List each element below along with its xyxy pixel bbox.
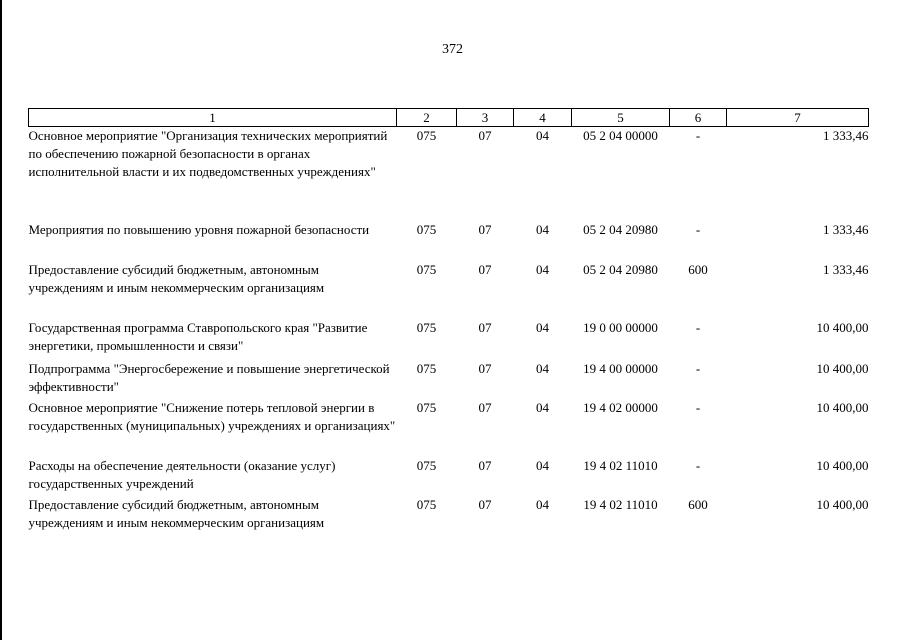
row-col-2: 075 — [416, 221, 437, 237]
row-amount: 10 400,00 — [816, 457, 869, 473]
row-col-2: 075 — [416, 496, 437, 512]
table-row — [29, 261, 869, 319]
row-col-6: - — [695, 360, 701, 376]
row-col-3: 07 — [478, 496, 492, 512]
row-name: Предоставление субсидий бюджетным, автономным учреждениям и иным некоммерческим организациям — [28, 261, 325, 295]
header-col-1: 1 — [29, 109, 397, 127]
row-col-3: 07 — [478, 221, 492, 237]
row-col-2: 075 — [416, 319, 437, 335]
row-amount: 10 400,00 — [816, 399, 869, 415]
page-number: 372 — [442, 42, 463, 57]
table-row — [29, 319, 869, 360]
row-col-4: 04 — [536, 261, 549, 277]
table-row — [29, 360, 869, 399]
row-name: Государственная программа Ставропольского края "Развитие энергетики, промышленности и связи" — [28, 319, 368, 353]
row-name: Мероприятия по повышению уровня пожарной безопасности — [28, 221, 370, 237]
row-col-6: - — [695, 221, 701, 237]
row-col-4: 04 — [536, 360, 549, 376]
row-col-3: 07 — [478, 457, 492, 473]
row-name: Расходы на обеспечение деятельности (оказание услуг) государственных учреждений — [28, 457, 336, 491]
row-amount: 1 333,46 — [823, 221, 869, 237]
row-col-5: 19 4 02 11010 — [583, 457, 658, 473]
table-row — [29, 399, 869, 457]
row-amount: 1 333,46 — [823, 261, 869, 277]
table-row — [29, 221, 869, 261]
table-row — [29, 127, 869, 221]
row-amount: 10 400,00 — [816, 360, 869, 376]
row-col-6: - — [695, 457, 701, 473]
row-col-2: 075 — [416, 399, 437, 415]
row-col-5: 19 0 00 00000 — [583, 319, 658, 335]
table-row — [29, 457, 869, 496]
header-col-7: 7 — [727, 109, 869, 127]
row-col-6: - — [695, 319, 701, 335]
row-col-3: 07 — [478, 128, 492, 143]
row-col-2: 075 — [416, 457, 437, 473]
row-col-5: 19 4 00 00000 — [583, 360, 658, 376]
row-amount: 10 400,00 — [816, 496, 869, 512]
row-name: Подпрограмма "Энергосбережение и повышение энергетической эффективности" — [28, 360, 390, 394]
left-border-rule — [0, 0, 2, 640]
table-row — [29, 496, 869, 536]
row-col-4: 04 — [536, 457, 549, 473]
row-name: Основное мероприятие "Снижение потерь тепловой энергии в государственных (муниципальных) учреждениях и организациях" — [28, 399, 396, 433]
header-col-3: 3 — [457, 109, 514, 127]
row-col-4: 04 — [536, 319, 549, 335]
row-col-5: 19 4 02 00000 — [583, 399, 658, 415]
row-name: Основное мероприятие "Организация технических мероприятий по обеспечению пожарной безопасности в органах исполнительной власти и их подведомственных учреждениях" — [28, 128, 388, 179]
header-col-5: 5 — [572, 109, 670, 127]
row-amount: 10 400,00 — [816, 319, 869, 335]
row-name: Предоставление субсидий бюджетным, автономным учреждениям и иным некоммерческим организациям — [28, 496, 325, 530]
row-col-4: 04 — [536, 399, 549, 415]
row-col-6: - — [695, 399, 701, 415]
row-col-5: 19 4 02 11010 — [583, 496, 658, 512]
row-col-3: 07 — [478, 319, 492, 335]
table-header-row — [29, 109, 869, 127]
header-col-6: 6 — [670, 109, 727, 127]
row-col-2: 075 — [416, 261, 437, 277]
row-col-4: 04 — [536, 221, 549, 237]
row-col-3: 07 — [478, 261, 492, 277]
row-col-3: 07 — [478, 399, 492, 415]
row-col-2: 075 — [416, 360, 437, 376]
row-col-3: 07 — [478, 360, 492, 376]
header-col-4: 4 — [514, 109, 572, 127]
row-col-6: 600 — [688, 261, 708, 277]
row-col-4: 04 — [536, 128, 549, 143]
row-amount: 1 333,46 — [823, 128, 869, 143]
row-col-5: 05 2 04 20980 — [583, 261, 658, 277]
row-col-5: 05 2 04 20980 — [583, 221, 658, 237]
row-col-5: 05 2 04 00000 — [583, 128, 658, 143]
header-col-2: 2 — [397, 109, 457, 127]
row-col-6: - — [695, 128, 701, 143]
row-col-6: 600 — [688, 496, 708, 512]
row-col-4: 04 — [536, 496, 549, 512]
budget-table — [28, 108, 869, 536]
row-col-2: 075 — [416, 128, 437, 143]
